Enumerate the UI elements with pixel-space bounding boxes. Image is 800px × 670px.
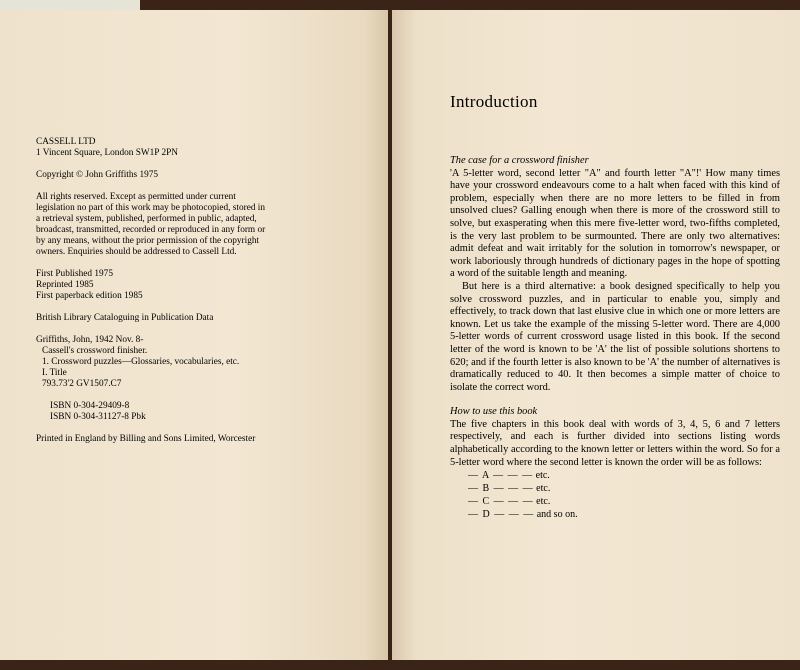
letter-pattern xyxy=(450,482,780,495)
copyright-line: Copyright © John Griffiths 1975 xyxy=(36,170,159,180)
rights-line: All rights reserved. Except as permitted under current xyxy=(36,192,236,202)
pattern-blanks: — D — — — xyxy=(468,509,535,521)
rights-line: broadcast, transmitted, recorded or reproduced in any form or xyxy=(36,225,266,235)
paragraph: But here is a third alternative: a book designed specifically to help you solve crossword puzzles, and in particular to enable you, simply and effectively, to track down that last elusive clue in which one or more letters are known. Let us take the example of the missing 5-letter word. There are 4,000 5-letter words of current crossword usage listed in this book. If the second letter of the word is known to be 'A' the list of possible solutions shortens to 620; and if the fourth letter is also known to be 'A' the number of alternatives is dramatically reduced to 40. It then becomes a simple matter of choice to isolate the correct word. xyxy=(450,280,780,393)
isbn-line: ISBN 0-304-31127-8 Pbk xyxy=(50,412,146,422)
letter-pattern xyxy=(450,495,780,508)
cip-classification: 793.73'2 GV1507.C7 xyxy=(42,379,122,389)
section-heading: The case for a crossword finisher xyxy=(450,155,589,166)
pattern-suffix: etc. xyxy=(536,496,551,508)
copyright-block xyxy=(36,137,376,456)
rights-line: a retrieval system, published, performed in public, adapted, xyxy=(36,214,257,224)
rights-line: owners. Enquiries should be addressed to Cassell Ltd. xyxy=(36,247,237,257)
cip-heading: British Library Cataloguing in Publication Data xyxy=(36,313,214,323)
publisher-name: CASSELL LTD xyxy=(36,137,96,147)
letter-pattern xyxy=(450,508,780,521)
page-title: Introduction xyxy=(450,92,538,111)
edition-line: First paperback edition 1985 xyxy=(36,291,143,301)
paragraph: 'A 5-letter word, second letter "A" and fourth letter "A"!' How many times have your crossword endeavours come to a halt when faced with this kind of problem, especially when there are no more letters to be filled in from unsolved clues? Galling enough when there is more of the crossword still to solve, but exasperating when this mere five-letter word, two-fifths completed, is the very last problem to be surmounted. There are only two alternatives: admit defeat and wait irritably for the solution in tomorrow's newspaper, or work laboriously through hundreds of dictionary pages in the hope of spotting a word of the suitable length and meaning. xyxy=(450,167,780,280)
paragraph: The five chapters in this book deal with words of 3, 4, 5, 6 and 7 letters respectively, and each is further divided into sections listing words alphabetically according to the known letter or letters within the word. So for a 5-letter word where the second letter is known the order will be as follows: xyxy=(450,418,780,468)
section-heading: How to use this book xyxy=(450,406,538,418)
letter-pattern xyxy=(450,469,780,482)
pattern-suffix: etc. xyxy=(536,483,551,495)
isbn-block xyxy=(36,401,376,423)
isbn-line: ISBN 0-304-29409-8 xyxy=(50,401,130,411)
edition-line: Reprinted 1985 xyxy=(36,280,94,290)
pattern-suffix: etc. xyxy=(535,470,550,482)
rights-statement xyxy=(36,192,376,258)
pattern-blanks: — A — — — xyxy=(468,470,534,482)
edition-history xyxy=(36,269,376,302)
cip-work: Cassell's crossword finisher. xyxy=(42,346,148,356)
pattern-blanks: — C — — — xyxy=(468,496,534,508)
cip-data xyxy=(36,335,376,390)
pattern-blanks: — B — — — xyxy=(468,483,534,495)
introduction-body xyxy=(450,155,780,521)
printer-line: Printed in England by Billing and Sons Limited, Worcester xyxy=(36,434,256,444)
edition-line: First Published 1975 xyxy=(36,269,113,279)
rights-line: legislation no part of this work may be photocopied, stored in xyxy=(36,203,266,213)
cip-author: Griffiths, John, 1942 Nov. 8- xyxy=(36,335,144,345)
cip-title: I. Title xyxy=(42,368,67,378)
cip-subject: 1. Crossword puzzles—Glossaries, vocabularies, etc. xyxy=(42,357,240,367)
pattern-suffix: and so on. xyxy=(536,509,578,521)
publisher-address: 1 Vincent Square, London SW1P 2PN xyxy=(36,148,178,158)
rights-line: by any means, without the prior permission of the copyright xyxy=(36,236,260,246)
